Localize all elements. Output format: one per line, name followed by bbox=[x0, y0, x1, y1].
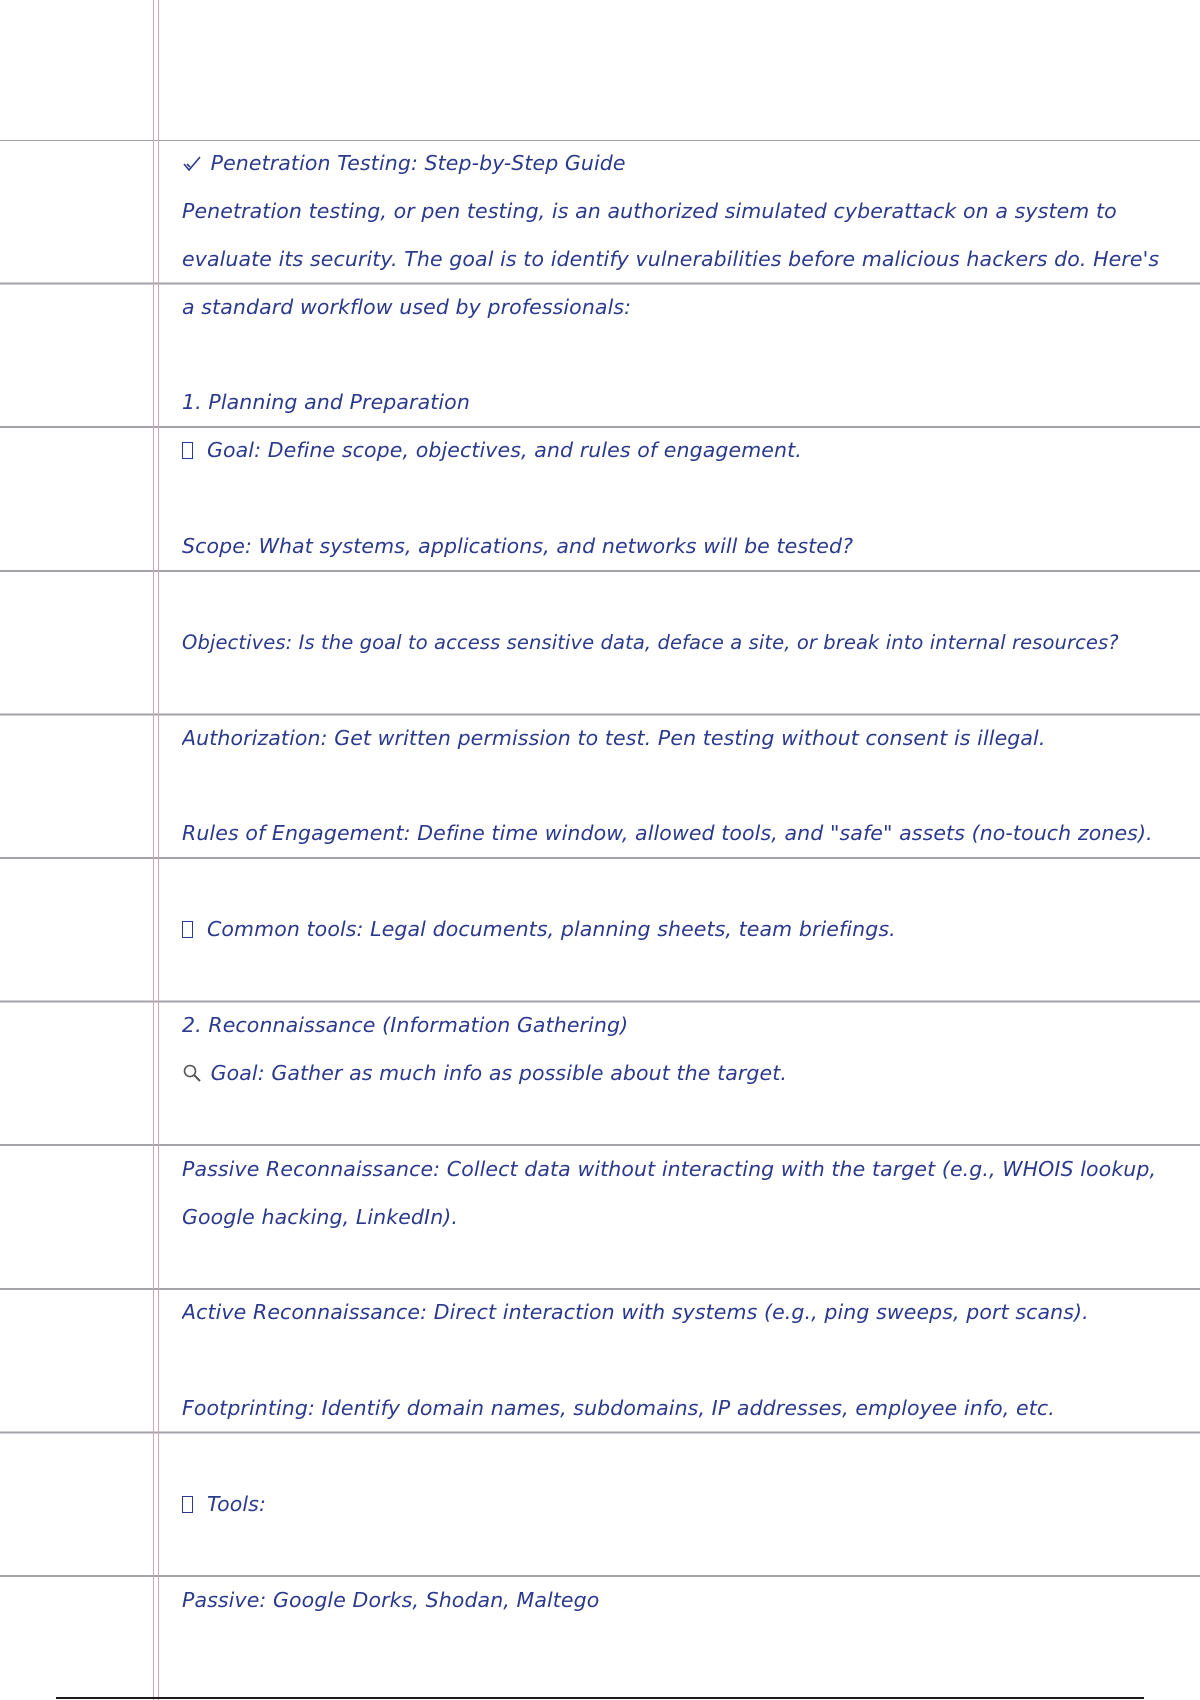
blank-line bbox=[182, 1098, 1182, 1146]
blank-line bbox=[182, 1433, 1182, 1481]
bottom-rule bbox=[56, 1697, 1144, 1699]
footprinting-line: Footprinting: Identify domain names, subdomains, IP addresses, employee info, etc. bbox=[182, 1396, 1055, 1421]
intro-line: a standard workflow used by professionals: bbox=[182, 294, 632, 319]
margin-line bbox=[153, 0, 154, 1700]
active-recon-line: Active Reconnaissance: Direct interaction with systems (e.g., ping sweeps, port scans). bbox=[182, 1300, 1089, 1325]
blank-line bbox=[182, 763, 1182, 811]
objectives-line: Objectives: Is the goal to access sensitive data, deface a site, or break into internal resources? bbox=[182, 630, 1119, 654]
section-goal: Goal: Gather as much info as possible about the target. bbox=[182, 1050, 1182, 1098]
blank-line bbox=[182, 954, 1182, 1002]
section-heading: 1. Planning and Preparation bbox=[182, 390, 470, 415]
section-heading: 2. Reconnaissance (Information Gathering) bbox=[182, 1013, 629, 1038]
box-icon bbox=[182, 1496, 193, 1513]
title-text: Penetration Testing: Step-by-Step Guide bbox=[210, 151, 626, 175]
blank-line bbox=[182, 858, 1182, 906]
blank-line bbox=[182, 667, 1182, 715]
tools-label-line: Tools: bbox=[182, 1481, 1182, 1529]
authorization-line: Authorization: Get written permission to test. Pen testing without consent is illegal. bbox=[182, 725, 1046, 750]
passive-recon-line: Passive Reconnaissance: Collect data without interacting with the target (e.g., WHOIS lookup, bbox=[182, 1156, 1157, 1181]
blank-line bbox=[182, 1529, 1182, 1577]
passive-tools-line: Passive: Google Dorks, Shodan, Maltego bbox=[182, 1587, 600, 1612]
rules-line: Rules of Engagement: Define time window, allowed tools, and "safe" assets (no-touch zones). bbox=[182, 821, 1153, 846]
document-content bbox=[182, 140, 1182, 1625]
checkmark-icon bbox=[182, 140, 204, 188]
blank-line bbox=[182, 1241, 1182, 1289]
magnifier-icon bbox=[182, 1050, 204, 1098]
blank-line bbox=[182, 1337, 1182, 1385]
intro-line: evaluate its security. The goal is to identify vulnerabilities before malicious hackers do. Here's bbox=[182, 246, 1160, 271]
box-icon bbox=[182, 442, 193, 459]
intro-line: Penetration testing, or pen testing, is an authorized simulated cyberattack on a system to bbox=[182, 198, 1117, 223]
scope-line: Scope: What systems, applications, and networks will be tested? bbox=[182, 534, 854, 559]
blank-line bbox=[182, 332, 1182, 380]
blank-line bbox=[182, 571, 1182, 619]
margin-line bbox=[158, 0, 159, 1700]
passive-recon-line: Google hacking, LinkedIn). bbox=[182, 1204, 458, 1229]
common-tools-line: Common tools: Legal documents, planning sheets, team briefings. bbox=[182, 906, 1182, 954]
document-title bbox=[182, 140, 1182, 188]
section-goal: Goal: Define scope, objectives, and rules of engagement. bbox=[182, 427, 1182, 475]
blank-line bbox=[182, 475, 1182, 523]
box-icon bbox=[182, 921, 193, 938]
